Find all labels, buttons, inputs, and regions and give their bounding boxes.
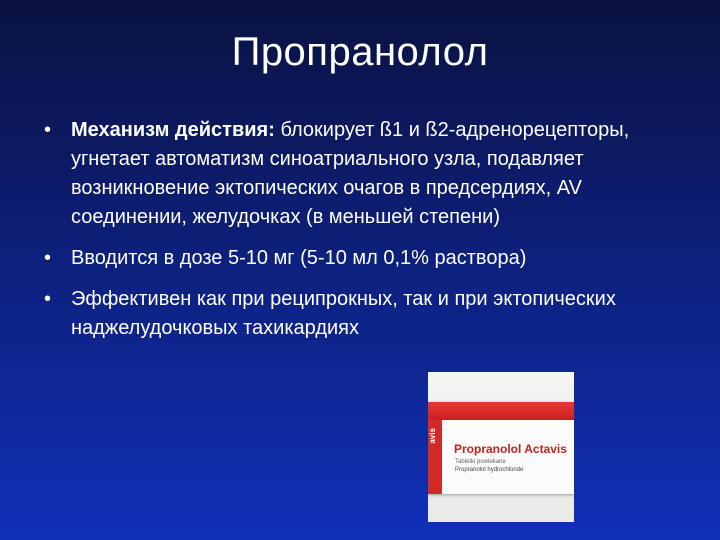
medicine-box [428, 402, 574, 494]
product-photo [428, 372, 574, 522]
bullet-list [44, 116, 674, 355]
box-edge-label: avis [428, 428, 437, 444]
slide-title: Пропранолол [231, 30, 489, 74]
box-red-stripe [428, 402, 574, 420]
box-product-name: Propranolol Actavis [454, 442, 567, 456]
bullet-item-mechanism [44, 116, 674, 232]
bullet-icon: • [44, 119, 52, 141]
bullet-item-efficacy [44, 285, 674, 343]
bullet-bold-label: Механизм действия: [71, 119, 275, 141]
bullet-icon: • [44, 288, 52, 310]
bullet-icon: • [44, 247, 52, 269]
box-subtitle: Tabletki powlekane [455, 459, 506, 465]
bullet-text: Вводится в дозе 5-10 мг (5-10 мл 0,1% раствора) [71, 247, 527, 269]
bullet-item-dose [44, 244, 674, 273]
bullet-text: блокирует ß1 и ß2-адренорецепторы, угнетает автоматизм синоатриального узла, подавляет возникновение эктопических очагов в предсердиях, AV соединении, желудочках (в меньшей степени) [71, 119, 630, 228]
bullet-text: Эффективен как при реципрокных, так и при эктопических наджелудочковых тахикардиях [71, 288, 616, 339]
box-ingredient: Propranolol hydrochloride [455, 467, 524, 473]
